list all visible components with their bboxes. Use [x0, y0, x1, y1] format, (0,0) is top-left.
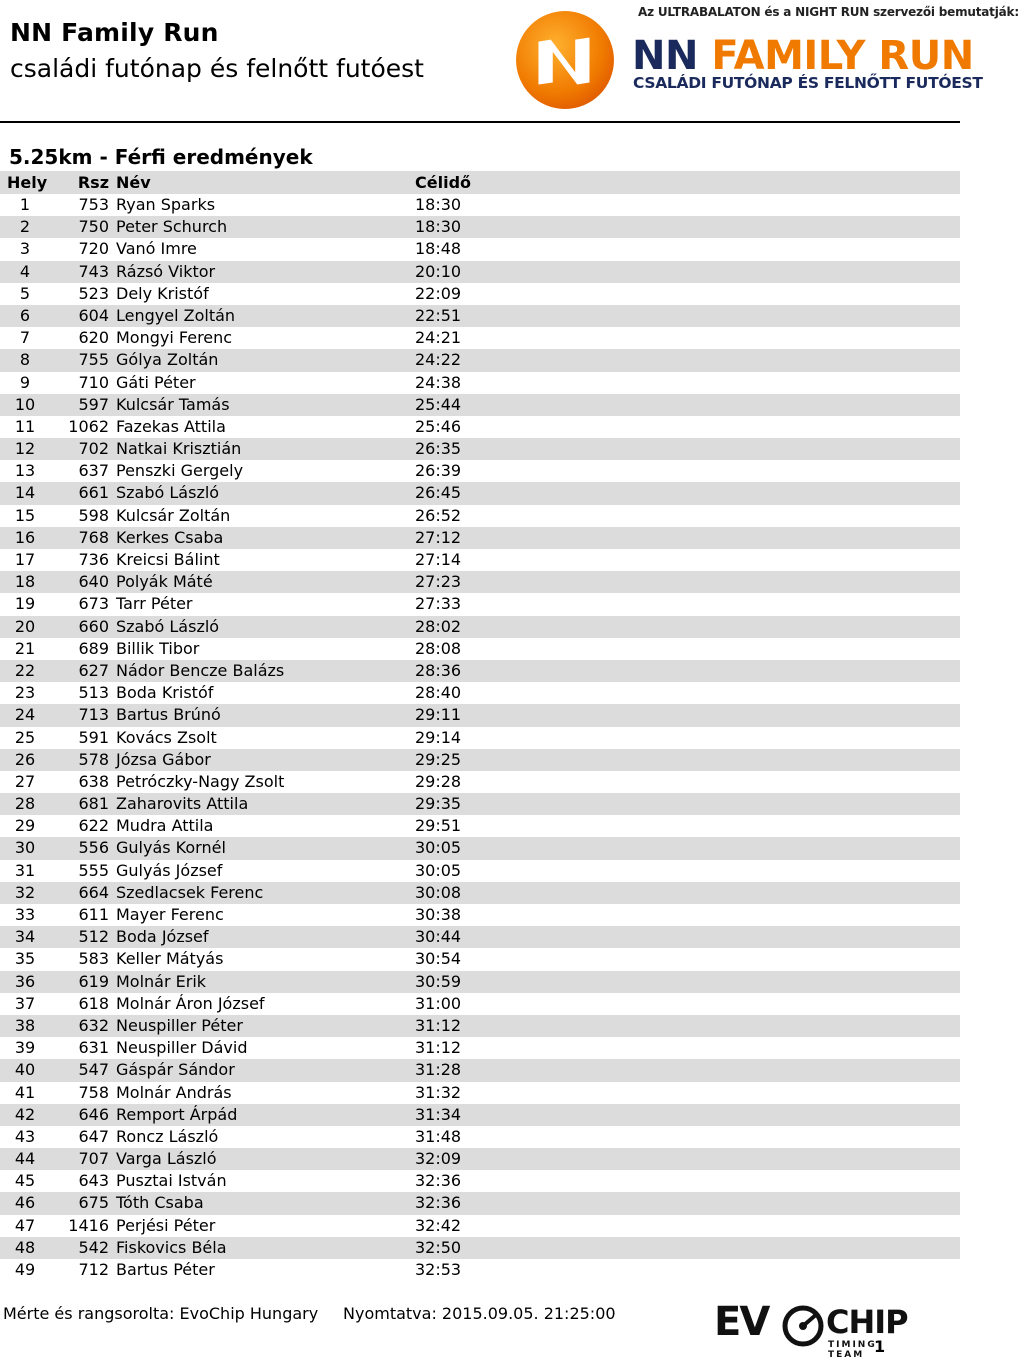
cell-name: Kerkes Csaba	[116, 527, 224, 547]
cell-time: 20:10	[415, 261, 462, 281]
cell-name: Gáti Péter	[116, 372, 196, 392]
cell-bib: 513	[78, 683, 109, 703]
page-footer	[0, 1295, 960, 1360]
table-row	[0, 1215, 960, 1237]
cell-time: 29:11	[415, 705, 462, 725]
column-header-place: Hely	[7, 173, 48, 192]
cell-bib: 583	[78, 949, 109, 969]
evochip-logo-chip: CHIP	[826, 1303, 908, 1341]
cell-time: 32:50	[415, 1237, 462, 1257]
table-row	[0, 482, 960, 504]
cell-time: 27:12	[415, 527, 462, 547]
document-title: NN Family Run	[10, 18, 219, 47]
cell-name: Mongyi Ferenc	[116, 328, 233, 348]
cell-name: Szabó László	[116, 483, 220, 503]
cell-bib: 702	[78, 439, 109, 459]
cell-place: 48	[14, 1237, 36, 1257]
cell-time: 25:44	[415, 394, 462, 414]
cell-bib: 1416	[68, 1215, 109, 1235]
cell-name: Neuspiller Péter	[116, 1015, 243, 1035]
page-header	[0, 0, 1019, 124]
cell-bib: 637	[78, 461, 109, 481]
cell-name: Petróczky-Nagy Zsolt	[116, 771, 285, 791]
table-row	[0, 261, 960, 283]
cell-place: 13	[14, 461, 36, 481]
printed-timestamp: Nyomtatva: 2015.09.05. 21:25:00	[343, 1304, 616, 1323]
table-row	[0, 1237, 960, 1259]
cell-time: 25:46	[415, 416, 462, 436]
results-table	[0, 171, 960, 1281]
cell-bib: 632	[78, 1015, 109, 1035]
table-row	[0, 837, 960, 859]
table-row	[0, 704, 960, 726]
cell-bib: 673	[78, 594, 109, 614]
cell-time: 30:38	[415, 905, 462, 924]
cell-time: 30:44	[415, 927, 462, 947]
cell-time: 30:54	[415, 949, 462, 969]
header-divider	[0, 121, 960, 123]
cell-place: 21	[14, 638, 36, 658]
table-row	[0, 993, 960, 1015]
cell-name: Rázsó Viktor	[116, 261, 216, 281]
cell-place: 22	[14, 660, 36, 680]
cell-bib: 542	[78, 1237, 109, 1257]
cell-time: 18:48	[415, 239, 462, 259]
table-row	[0, 216, 960, 238]
cell-bib: 523	[78, 283, 109, 303]
cell-place: 8	[19, 350, 31, 370]
cell-time: 29:35	[415, 794, 462, 814]
cell-bib: 598	[78, 505, 109, 525]
cell-bib: 712	[78, 1260, 109, 1279]
cell-place: 23	[14, 683, 36, 703]
cell-place: 11	[14, 416, 36, 436]
column-header-time: Célidő	[415, 173, 472, 192]
table-row	[0, 327, 960, 349]
timing-swirl-icon	[782, 1305, 824, 1347]
cell-place: 10	[14, 394, 36, 414]
document-subtitle: családi futónap és felnőtt futóest	[10, 54, 424, 83]
cell-place: 2	[19, 217, 31, 237]
table-row	[0, 238, 960, 260]
cell-name: Gulyás József	[116, 860, 223, 880]
cell-time: 31:48	[415, 1126, 462, 1146]
cell-bib: 661	[78, 483, 109, 503]
cell-time: 26:45	[415, 483, 462, 503]
cell-place: 33	[14, 905, 36, 924]
cell-time: 27:23	[415, 572, 462, 592]
table-row	[0, 793, 960, 815]
cell-time: 22:51	[415, 305, 462, 325]
cell-time: 26:52	[415, 505, 462, 525]
table-row	[0, 1170, 960, 1192]
cell-bib: 664	[78, 882, 109, 902]
cell-time: 32:09	[415, 1149, 462, 1169]
cell-bib: 627	[78, 660, 109, 680]
cell-bib: 597	[78, 394, 109, 414]
cell-bib: 646	[78, 1104, 109, 1124]
cell-time: 22:09	[415, 283, 462, 303]
cell-bib: 753	[78, 195, 109, 214]
cell-place: 15	[14, 505, 36, 525]
cell-time: 29:28	[415, 771, 462, 791]
cell-place: 12	[14, 439, 36, 459]
cell-bib: 755	[78, 350, 109, 370]
cell-place: 25	[14, 727, 36, 747]
cell-name: Roncz László	[116, 1126, 219, 1146]
cell-name: Molnár Erik	[116, 971, 207, 991]
table-row	[0, 1104, 960, 1126]
cell-place: 29	[14, 816, 36, 836]
cell-bib: 758	[78, 1082, 109, 1102]
table-row	[0, 682, 960, 704]
table-row	[0, 460, 960, 482]
cell-time: 24:22	[415, 350, 462, 370]
column-header-bib: Rsz	[77, 173, 109, 192]
cell-time: 28:02	[415, 616, 462, 636]
table-row	[0, 1082, 960, 1104]
table-row	[0, 1192, 960, 1214]
table-row	[0, 948, 960, 970]
table-row	[0, 349, 960, 371]
table-row	[0, 394, 960, 416]
cell-name: Natkai Krisztián	[116, 439, 242, 459]
logo-tagline: Az ULTRABALATON és a NIGHT RUN szervezői bemutatják:	[638, 5, 1019, 19]
cell-time: 31:28	[415, 1060, 462, 1080]
table-row	[0, 283, 960, 305]
cell-place: 43	[14, 1126, 36, 1146]
cell-place: 1	[19, 195, 31, 214]
table-row	[0, 505, 960, 527]
cell-time: 30:08	[415, 882, 462, 902]
cell-bib: 555	[78, 860, 109, 880]
measured-by-text: Mérte és rangsorolta: EvoChip Hungary	[3, 1304, 319, 1323]
cell-place: 41	[14, 1082, 36, 1102]
cell-time: 29:51	[415, 816, 462, 836]
cell-name: Szabó László	[116, 616, 220, 636]
table-row	[0, 727, 960, 749]
cell-time: 27:14	[415, 550, 462, 569]
cell-bib: 675	[78, 1193, 109, 1213]
cell-bib: 720	[78, 239, 109, 259]
cell-time: 32:42	[415, 1215, 462, 1235]
cell-name: Peter Schurch	[116, 217, 228, 237]
cell-name: Gulyás Kornél	[116, 838, 226, 858]
cell-name: Gáspár Sándor	[116, 1060, 235, 1080]
page-number: 1	[874, 1337, 886, 1356]
cell-time: 24:38	[415, 372, 462, 392]
cell-name: Perjési Péter	[116, 1215, 216, 1235]
cell-place: 14	[14, 483, 36, 503]
cell-time: 31:32	[415, 1082, 462, 1102]
table-row	[0, 593, 960, 615]
table-row	[0, 860, 960, 882]
cell-bib: 556	[78, 838, 109, 858]
cell-name: Keller Mátyás	[116, 949, 224, 969]
cell-bib: 622	[78, 816, 109, 836]
cell-name: Lengyel Zoltán	[116, 305, 236, 325]
cell-place: 30	[14, 838, 36, 858]
cell-name: Penszki Gergely	[116, 461, 244, 481]
cell-time: 32:53	[415, 1260, 462, 1279]
cell-name: Fiskovics Béla	[116, 1237, 227, 1257]
cell-name: Szedlacsek Ferenc	[116, 882, 264, 902]
cell-time: 28:36	[415, 660, 462, 680]
cell-time: 27:33	[415, 594, 462, 614]
nn-lion-icon	[514, 9, 616, 111]
cell-time: 32:36	[415, 1193, 462, 1213]
cell-name: Billik Tibor	[116, 638, 200, 658]
cell-name: Mudra Attila	[116, 816, 214, 836]
cell-time: 31:00	[415, 993, 462, 1013]
table-row	[0, 638, 960, 660]
cell-name: Kulcsár Tamás	[116, 394, 230, 414]
cell-name: Zaharovits Attila	[116, 794, 249, 814]
cell-name: Józsa Gábor	[116, 749, 211, 769]
cell-time: 18:30	[415, 195, 462, 214]
cell-time: 30:05	[415, 838, 462, 858]
cell-name: Boda Kristóf	[116, 683, 214, 703]
cell-place: 47	[14, 1215, 36, 1235]
evochip-logo-ev: EV	[714, 1299, 769, 1345]
cell-place: 42	[14, 1104, 36, 1124]
cell-place: 40	[14, 1060, 36, 1080]
cell-place: 27	[14, 771, 36, 791]
table-row	[0, 372, 960, 394]
cell-place: 26	[14, 749, 36, 769]
cell-place: 20	[14, 616, 36, 636]
cell-place: 31	[14, 860, 36, 880]
cell-time: 30:05	[415, 860, 462, 880]
table-row	[0, 660, 960, 682]
cell-bib: 547	[78, 1060, 109, 1080]
cell-place: 7	[19, 328, 31, 348]
evochip-logo-team: TIMING TEAM	[828, 1340, 877, 1360]
cell-time: 29:25	[415, 749, 462, 769]
cell-bib: 710	[78, 372, 109, 392]
cell-place: 49	[14, 1260, 36, 1279]
logo-subline: CSALÁDI FUTÓNAP ÉS FELNŐTT FUTÓEST	[633, 74, 983, 92]
cell-bib: 591	[78, 727, 109, 747]
cell-bib: 578	[78, 749, 109, 769]
cell-place: 4	[19, 261, 31, 281]
cell-bib: 631	[78, 1038, 109, 1058]
cell-place: 28	[14, 794, 36, 814]
cell-time: 31:12	[415, 1015, 462, 1035]
cell-bib: 647	[78, 1126, 109, 1146]
cell-name: Boda József	[116, 927, 209, 947]
cell-place: 24	[14, 705, 36, 725]
cell-place: 6	[19, 305, 31, 325]
table-row	[0, 571, 960, 593]
cell-bib: 681	[78, 794, 109, 814]
column-header-name: Név	[116, 173, 151, 192]
cell-time: 32:36	[415, 1171, 462, 1191]
cell-place: 45	[14, 1171, 36, 1191]
cell-place: 9	[19, 372, 31, 392]
cell-name: Tóth Csaba	[116, 1193, 204, 1213]
cell-name: Pusztai István	[116, 1171, 227, 1191]
cell-place: 38	[14, 1015, 36, 1035]
cell-name: Kulcsár Zoltán	[116, 505, 231, 525]
cell-name: Molnár Áron József	[116, 993, 265, 1013]
cell-name: Bartus Brúnó	[116, 705, 221, 725]
table-row	[0, 1259, 960, 1281]
cell-place: 18	[14, 572, 36, 592]
cell-bib: 750	[78, 217, 109, 237]
table-row	[0, 616, 960, 638]
cell-bib: 1062	[68, 416, 109, 436]
table-row	[0, 815, 960, 837]
cell-place: 16	[14, 527, 36, 547]
cell-time: 24:21	[415, 328, 462, 348]
cell-bib: 640	[78, 572, 109, 592]
cell-time: 28:08	[415, 638, 462, 658]
cell-name: Varga László	[116, 1149, 217, 1169]
cell-bib: 620	[78, 328, 109, 348]
cell-bib: 707	[78, 1149, 109, 1169]
cell-name: Kovács Zsolt	[116, 727, 217, 747]
table-row	[0, 771, 960, 793]
cell-name: Dely Kristóf	[116, 283, 209, 303]
table-row	[0, 1015, 960, 1037]
table-row	[0, 971, 960, 993]
cell-time: 18:30	[415, 217, 462, 237]
cell-bib: 743	[78, 261, 109, 281]
section-title: 5.25km - Férfi eredmények	[9, 145, 313, 169]
cell-place: 44	[14, 1149, 36, 1169]
cell-name: Tarr Péter	[116, 594, 193, 614]
cell-place: 3	[19, 239, 31, 259]
cell-name: Fazekas Attila	[116, 416, 226, 436]
cell-bib: 618	[78, 993, 109, 1013]
cell-place: 17	[14, 550, 36, 569]
cell-bib: 736	[78, 550, 109, 569]
table-row	[0, 527, 960, 549]
cell-time: 26:35	[415, 439, 462, 459]
cell-bib: 638	[78, 771, 109, 791]
cell-time: 26:39	[415, 461, 462, 481]
table-row	[0, 194, 960, 216]
cell-bib: 689	[78, 638, 109, 658]
cell-time: 30:59	[415, 971, 462, 991]
cell-time: 29:14	[415, 727, 462, 747]
table-row	[0, 1059, 960, 1081]
table-header-row	[0, 171, 960, 194]
cell-bib: 611	[78, 905, 109, 924]
cell-name: Neuspiller Dávid	[116, 1038, 248, 1058]
table-row	[0, 749, 960, 771]
cell-place: 39	[14, 1038, 36, 1058]
cell-bib: 660	[78, 616, 109, 636]
table-row	[0, 1126, 960, 1148]
cell-name: Polyák Máté	[116, 572, 213, 592]
table-row	[0, 1037, 960, 1059]
cell-place: 5	[19, 283, 31, 303]
table-row	[0, 549, 960, 571]
cell-bib: 604	[78, 305, 109, 325]
cell-place: 35	[14, 949, 36, 969]
cell-place: 32	[14, 882, 36, 902]
table-row	[0, 1148, 960, 1170]
cell-name: Ryan Sparks	[116, 195, 216, 214]
cell-time: 31:34	[415, 1104, 462, 1124]
table-row	[0, 904, 960, 926]
cell-name: Nádor Bencze Balázs	[116, 660, 285, 680]
logo-name: NN FAMILY RUN	[632, 33, 974, 79]
cell-name: Kreicsi Bálint	[116, 550, 220, 569]
table-row	[0, 882, 960, 904]
cell-name: Vanó Imre	[116, 239, 197, 259]
cell-time: 28:40	[415, 683, 462, 703]
cell-name: Remport Árpád	[116, 1104, 238, 1124]
table-row	[0, 305, 960, 327]
cell-place: 37	[14, 993, 36, 1013]
table-row	[0, 416, 960, 438]
table-row	[0, 438, 960, 460]
cell-bib: 512	[78, 927, 109, 947]
cell-place: 36	[14, 971, 36, 991]
cell-place: 34	[14, 927, 36, 947]
cell-bib: 643	[78, 1171, 109, 1191]
cell-name: Molnár András	[116, 1082, 232, 1102]
cell-time: 31:12	[415, 1038, 462, 1058]
cell-place: 19	[14, 594, 36, 614]
cell-name: Gólya Zoltán	[116, 350, 219, 370]
nn-family-run-logo	[512, 5, 1019, 115]
cell-bib: 768	[78, 527, 109, 547]
cell-name: Mayer Ferenc	[116, 905, 224, 924]
table-row	[0, 926, 960, 948]
cell-bib: 713	[78, 705, 109, 725]
cell-place: 46	[14, 1193, 36, 1213]
cell-name: Bartus Péter	[116, 1260, 215, 1279]
cell-bib: 619	[78, 971, 109, 991]
